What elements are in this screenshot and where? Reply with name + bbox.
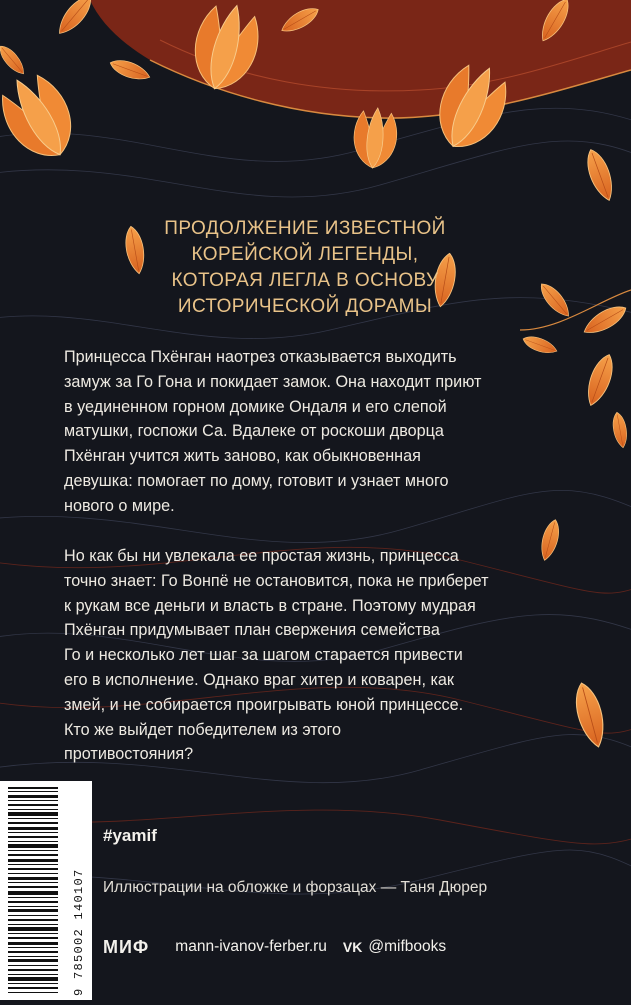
barcode-bars — [0, 781, 70, 1000]
text-line: точно знает: Го Вонпё не остановится, пока не приберет — [64, 571, 489, 590]
text-line: змей, и не собирается проигрывать юной принцессе. — [64, 695, 464, 714]
text-line: замуж за Го Гона и покидает замок. Она находит приют — [64, 372, 482, 391]
tagline-line: ИСТОРИЧЕСКОЙ ДОРАМЫ — [177, 296, 433, 317]
text-line: Пхёнган учится жить заново, как обыкновенная — [64, 447, 421, 466]
tagline-line: КОРЕЙСКОЙ ЛЕГЕНДЫ, — [191, 244, 419, 265]
synopsis-paragraph-2 — [64, 544, 534, 767]
publisher-footer — [103, 936, 446, 958]
website-link[interactable]: mann-ivanov-ferber.ru — [175, 938, 327, 955]
tagline-line: КОТОРАЯ ЛЕГЛА В ОСНОВУ — [171, 270, 439, 291]
text-line: Го и несколько лет шаг за шагом старается привести — [64, 646, 463, 665]
publisher-logo: МИФ — [103, 936, 150, 957]
tagline-line: ПРОДОЛЖЕНИЕ ИЗВЕСТНОЙ — [164, 218, 446, 239]
text-line: противостояния? — [64, 745, 194, 764]
text-line: к рукам все деньги и власть в стране. Поэтому мудрая — [64, 596, 476, 615]
text-line: Принцесса Пхёнган наотрез отказывается выходить — [64, 348, 457, 366]
barcode-digits — [70, 781, 90, 1000]
vk-icon: VK — [342, 939, 363, 955]
text-line: Но как бы ни увлекала ее простая жизнь, принцесса — [64, 547, 459, 565]
social-handle[interactable]: @mifbooks — [368, 938, 447, 955]
text-line: девушка: помогает по дому, готовит и узнает много — [64, 471, 449, 490]
text-line: в уединенном горном домике Ондаля и его слепой — [64, 397, 447, 416]
hashtag: #yamif — [103, 826, 157, 845]
text-line: нового о мире. — [64, 496, 175, 515]
text-line: Кто же выйдет победителем из этого — [64, 720, 342, 739]
synopsis-paragraph-1 — [64, 345, 534, 519]
text-line: его в исполнение. Однако враг хитер и коварен, как — [64, 670, 455, 689]
tagline — [110, 216, 500, 320]
text-line: матушки, госпожи Са. Вдалеке от роскоши дворца — [64, 422, 444, 441]
isbn-digits: 9 785002 140107 — [72, 868, 86, 996]
text-line: Пхёнган придумывает план свержения семейства — [64, 621, 440, 640]
barcode — [0, 781, 92, 1000]
illustration-credits: Иллюстрации на обложке и форзацах — Таня Дюрер — [103, 879, 488, 896]
